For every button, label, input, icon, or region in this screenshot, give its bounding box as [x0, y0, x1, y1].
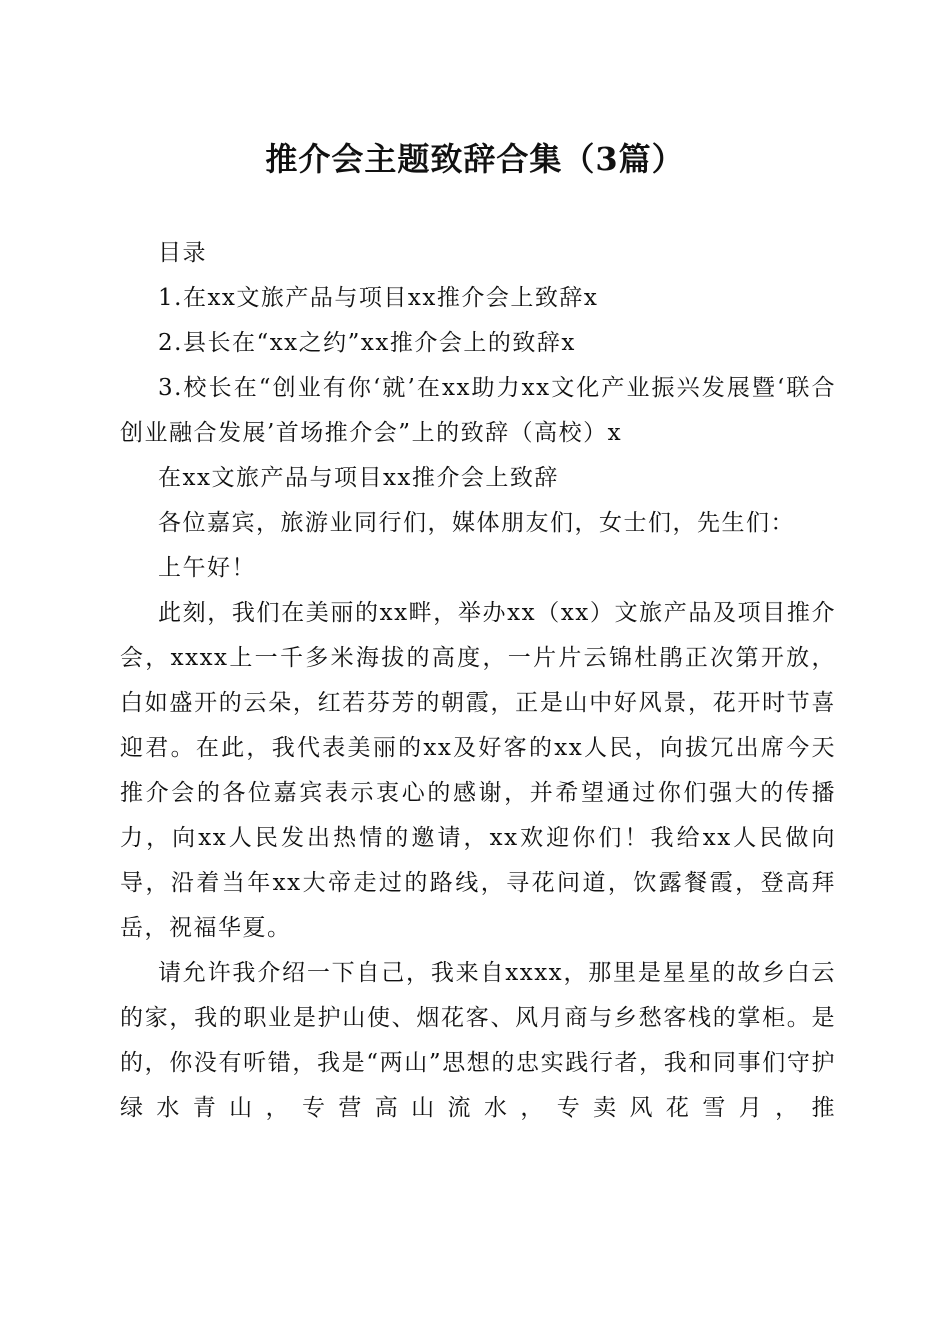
document-body	[120, 231, 836, 1131]
body-paragraph: 此刻，我们在美丽的xx畔，举办xx（xx）文旅产品及项目推介会，xxxx上一千多米海拔的高度，一片片云锦杜鹃正次第开放，白如盛开的云朵，红若芬芳的朝霞，正是山中好风景，花开时节喜迎君。在此，我代表美丽的xx及好客的xx人民，向拔冗出席今天推介会的各位嘉宾表示衷心的感谢，并希望通过你们强大的传播力，向xx人民发出热情的邀请，xx欢迎你们！我给xx人民做向导，沿着当年xx大帝走过的路线，寻花问道，饮露餐霞，登高拜岳，祝福华夏。	[120, 600, 836, 941]
salutation-paragraph: 各位嘉宾，旅游业同行们，媒体朋友们，女士们，先生们：	[158, 510, 795, 536]
section-title: 在xx文旅产品与项目xx推介会上致辞	[158, 465, 559, 491]
toc-item[interactable]: 3.校长在“创业有你‘就’在xx助力xx文化产业振兴发展暨‘联合创业融合发展’首场推介会”上的致辞（高校）x	[120, 375, 836, 446]
toc-item[interactable]: 2.县长在“xx之约”xx推介会上的致辞x	[158, 330, 576, 356]
body-paragraph: 请允许我介绍一下自己，我来自xxxx，那里是星星的故乡白云的家，我的职业是护山使、烟花客、风月商与乡愁客栈的掌柜。是的，你没有听错，我是“两山”思想的忠实践行者，我和同事们守护绿水青山，专营高山流水，专卖风花雪月，推	[120, 960, 836, 1121]
greeting-paragraph: 上午好！	[158, 555, 256, 581]
toc-item[interactable]: 1.在xx文旅产品与项目xx推介会上致辞x	[158, 285, 599, 311]
document-title: 推介会主题致辞合集（3篇）	[265, 140, 685, 178]
toc-heading: 目录	[158, 240, 207, 266]
